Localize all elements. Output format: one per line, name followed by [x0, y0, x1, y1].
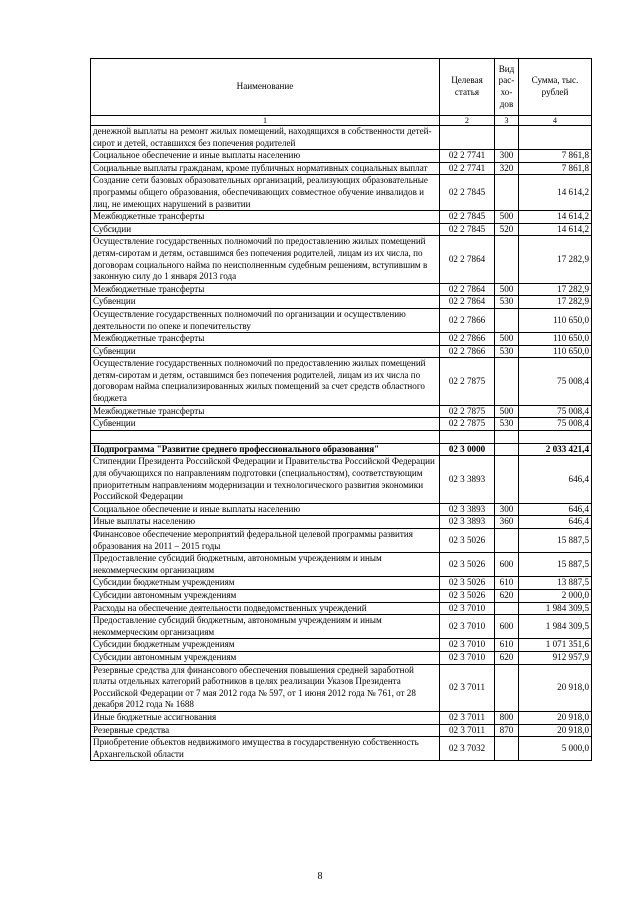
table-row	[91, 345, 592, 358]
header-name: Наименование	[91, 59, 440, 116]
row-expense-type: 300	[495, 503, 519, 516]
row-code	[440, 430, 495, 443]
row-sum	[519, 126, 592, 150]
row-sum: 17 282,9	[519, 236, 592, 283]
row-code: 02 3 5026	[440, 529, 495, 553]
row-name: Субвенции	[91, 296, 440, 309]
row-name: Социальное обеспечение и иные выплаты населению	[91, 150, 440, 163]
row-code: 02 3 5026	[440, 577, 495, 590]
table-row	[91, 308, 592, 332]
table-row	[91, 456, 592, 503]
row-sum: 2 000,0	[519, 589, 592, 602]
row-expense-type: 530	[495, 345, 519, 358]
row-expense-type	[495, 456, 519, 503]
row-code: 02 3 7010	[440, 615, 495, 639]
table-row	[91, 602, 592, 615]
row-name: Межбюджетные трансферты	[91, 211, 440, 224]
row-name: Осуществление государственных полномочий по предоставлению жилых помещений детям-сиротам и детям, оставшимся без попечения родителей, лицам из их числа по договорам найма специализированных жилых помещений за счет средств областного бюджета	[91, 358, 440, 405]
header-expense-type: Вид рас- хо- дов	[495, 59, 519, 116]
table-row	[91, 615, 592, 639]
row-expense-type: 610	[495, 639, 519, 652]
row-name: Предоставление субсидий бюджетным, автономным учреждениям и иным некоммерческим организациям	[91, 615, 440, 639]
table-row	[91, 577, 592, 590]
row-expense-type: 320	[495, 162, 519, 175]
table-row	[91, 211, 592, 224]
row-name: Социальное обеспечение и иные выплаты населению	[91, 503, 440, 516]
table-body	[91, 126, 592, 761]
row-sum: 5 000,0	[519, 737, 592, 761]
row-code: 02 2 7866	[440, 308, 495, 332]
table-row	[91, 651, 592, 664]
row-sum: 14 614,2	[519, 175, 592, 211]
row-sum: 14 614,2	[519, 223, 592, 236]
row-sum: 646,4	[519, 503, 592, 516]
row-name: Стипендии Президента Российской Федерации и Правительства Российской Федерации для обучающихся по направлениям подготовки (специальностям), соответствующим приоритетным направлениям модернизации и технологического развития экономики Российской Федерации	[91, 456, 440, 503]
row-code: 02 2 7845	[440, 223, 495, 236]
table-row	[91, 516, 592, 529]
row-code: 02 2 7866	[440, 333, 495, 346]
row-sum: 20 918,0	[519, 664, 592, 711]
row-name: Осуществление государственных полномочий по организации и осуществлению деятельности по опеке и попечительству	[91, 308, 440, 332]
row-expense-type: 300	[495, 150, 519, 163]
row-expense-type	[495, 602, 519, 615]
row-code: 02 3 7032	[440, 737, 495, 761]
row-code: 02 2 7864	[440, 283, 495, 296]
row-expense-type	[495, 664, 519, 711]
row-expense-type: 500	[495, 211, 519, 224]
row-name: Субсидии бюджетным учреждениям	[91, 639, 440, 652]
row-code: 02 3 5026	[440, 589, 495, 602]
row-name: Предоставление субсидий бюджетным, автономным учреждениям и иным некоммерческим организациям	[91, 553, 440, 577]
row-sum: 13 887,5	[519, 577, 592, 590]
page-number: 8	[317, 871, 323, 882]
row-code: 02 2 7866	[440, 345, 495, 358]
row-expense-type	[495, 358, 519, 405]
row-name: Иные выплаты населению	[91, 516, 440, 529]
table-row	[91, 223, 592, 236]
row-name: Резервные средства	[91, 724, 440, 737]
table-row	[91, 443, 592, 456]
table-row	[91, 283, 592, 296]
row-name: Создание сети базовых образовательных организаций, реализующих образовательные программы общего образования, обеспечивающих совместное обучение инвалидов и лиц, не имеющих нарушений в развитии	[91, 175, 440, 211]
budget-table	[90, 58, 592, 761]
table-row	[91, 296, 592, 309]
row-expense-type	[495, 175, 519, 211]
row-sum: 20 918,0	[519, 724, 592, 737]
row-sum: 110 650,0	[519, 333, 592, 346]
row-sum: 15 887,5	[519, 529, 592, 553]
row-sum: 110 650,0	[519, 345, 592, 358]
table-row	[91, 737, 592, 761]
row-name: Межбюджетные трансферты	[91, 333, 440, 346]
table-row	[91, 150, 592, 163]
row-code: 02 3 7010	[440, 602, 495, 615]
row-expense-type: 500	[495, 283, 519, 296]
row-sum: 1 071 351,6	[519, 639, 592, 652]
row-name: Субсидии автономным учреждениям	[91, 589, 440, 602]
row-sum: 17 282,9	[519, 283, 592, 296]
table-row	[91, 529, 592, 553]
row-code: 02 2 7845	[440, 211, 495, 224]
row-code: 02 3 3893	[440, 516, 495, 529]
table-row	[91, 405, 592, 418]
row-expense-type	[495, 737, 519, 761]
header-sum: Сумма, тыс. рублей	[519, 59, 592, 116]
row-name: Субсидии бюджетным учреждениям	[91, 577, 440, 590]
row-code: 02 2 7875	[440, 358, 495, 405]
row-code: 02 3 3893	[440, 456, 495, 503]
row-expense-type	[495, 126, 519, 150]
row-name: Социальные выплаты гражданам, кроме публичных нормативных социальных выплат	[91, 162, 440, 175]
row-code: 02 3 5026	[440, 553, 495, 577]
row-code	[440, 126, 495, 150]
row-code: 02 2 7845	[440, 175, 495, 211]
table-row	[91, 236, 592, 283]
row-code: 02 3 7011	[440, 724, 495, 737]
row-name: Субвенции	[91, 418, 440, 431]
row-name: Приобретение объектов недвижимого имущества в государственную собственность Архангельской области	[91, 737, 440, 761]
row-expense-type: 530	[495, 418, 519, 431]
row-sum: 646,4	[519, 456, 592, 503]
row-sum	[519, 430, 592, 443]
table-row	[91, 724, 592, 737]
table-row	[91, 503, 592, 516]
row-expense-type: 610	[495, 577, 519, 590]
row-name: Субвенции	[91, 345, 440, 358]
row-name: Подпрограмма "Развитие среднего профессионального образования"	[91, 443, 440, 456]
row-code: 02 3 7011	[440, 711, 495, 724]
row-name: Иные бюджетные ассигнования	[91, 711, 440, 724]
row-name: Субсидии автономным учреждениям	[91, 651, 440, 664]
row-sum: 20 918,0	[519, 711, 592, 724]
column-number: 4	[519, 116, 592, 126]
row-name	[91, 430, 440, 443]
row-expense-type: 800	[495, 711, 519, 724]
table-row	[91, 126, 592, 150]
row-name: Резервные средства для финансового обеспечения повышения средней заработной платы отдельных категорий работников в целях реализации Указов Президента Российской Федерации от 7 мая 2012 года № 597, от 1 июня 2012 года № 761, от 28 декабря 2012 года № 1688	[91, 664, 440, 711]
row-name: Финансовое обеспечение мероприятий федеральной целевой программы развития образования на 2011 – 2015 годы	[91, 529, 440, 553]
row-code: 02 2 7875	[440, 418, 495, 431]
row-expense-type: 870	[495, 724, 519, 737]
row-sum: 1 984 309,5	[519, 602, 592, 615]
row-sum: 912 957,9	[519, 651, 592, 664]
row-sum: 75 008,4	[519, 405, 592, 418]
header-code: Целевая статья	[440, 59, 495, 116]
table-row	[91, 430, 592, 443]
row-sum: 7 861,8	[519, 162, 592, 175]
table-row	[91, 664, 592, 711]
row-code: 02 2 7741	[440, 162, 495, 175]
budget-table-page	[90, 58, 591, 761]
table-row	[91, 639, 592, 652]
row-code: 02 2 7864	[440, 236, 495, 283]
row-sum: 17 282,9	[519, 296, 592, 309]
row-sum: 14 614,2	[519, 211, 592, 224]
row-expense-type: 600	[495, 553, 519, 577]
column-number-row	[91, 116, 592, 126]
row-sum: 7 861,8	[519, 150, 592, 163]
table-row	[91, 358, 592, 405]
row-expense-type	[495, 236, 519, 283]
row-expense-type	[495, 308, 519, 332]
row-code: 02 2 7864	[440, 296, 495, 309]
row-expense-type: 600	[495, 615, 519, 639]
row-expense-type: 620	[495, 589, 519, 602]
row-name: Субсидии	[91, 223, 440, 236]
row-sum: 75 008,4	[519, 418, 592, 431]
row-code: 02 3 7010	[440, 651, 495, 664]
row-sum: 1 984 309,5	[519, 615, 592, 639]
row-expense-type	[495, 430, 519, 443]
row-name: Межбюджетные трансферты	[91, 405, 440, 418]
row-sum: 75 008,4	[519, 358, 592, 405]
row-name: Расходы на обеспечение деятельности подведомственных учреждений	[91, 602, 440, 615]
row-sum: 2 033 421,4	[519, 443, 592, 456]
row-expense-type: 530	[495, 296, 519, 309]
row-expense-type: 500	[495, 333, 519, 346]
row-code: 02 3 3893	[440, 503, 495, 516]
column-number: 3	[495, 116, 519, 126]
table-row	[91, 162, 592, 175]
row-sum: 110 650,0	[519, 308, 592, 332]
row-code: 02 3 0000	[440, 443, 495, 456]
row-name: Осуществление государственных полномочий по предоставлению жилых помещений детям-сиротам и детям, оставшимся без попечения родителей, лицам из их числа, по договорам социального найма по неисполненным судебным решениям, вступившим в законную силу до 1 января 2013 года	[91, 236, 440, 283]
row-expense-type: 500	[495, 405, 519, 418]
row-name: денежной выплаты на ремонт жилых помещений, находящихся в собственности детей-сирот и детей, оставшихся без попечения родителей	[91, 126, 440, 150]
row-code: 02 3 7011	[440, 664, 495, 711]
row-expense-type: 360	[495, 516, 519, 529]
row-name: Межбюджетные трансферты	[91, 283, 440, 296]
column-number: 2	[440, 116, 495, 126]
row-sum: 15 887,5	[519, 553, 592, 577]
table-row	[91, 333, 592, 346]
row-code: 02 2 7741	[440, 150, 495, 163]
row-expense-type: 620	[495, 651, 519, 664]
table-row	[91, 175, 592, 211]
column-number: 1	[91, 116, 440, 126]
row-expense-type	[495, 443, 519, 456]
row-expense-type	[495, 529, 519, 553]
table-row	[91, 553, 592, 577]
table-header-row	[91, 59, 592, 116]
row-code: 02 3 7010	[440, 639, 495, 652]
table-row	[91, 418, 592, 431]
table-row	[91, 589, 592, 602]
row-code: 02 2 7875	[440, 405, 495, 418]
row-sum: 646,4	[519, 516, 592, 529]
table-row	[91, 711, 592, 724]
row-expense-type: 520	[495, 223, 519, 236]
